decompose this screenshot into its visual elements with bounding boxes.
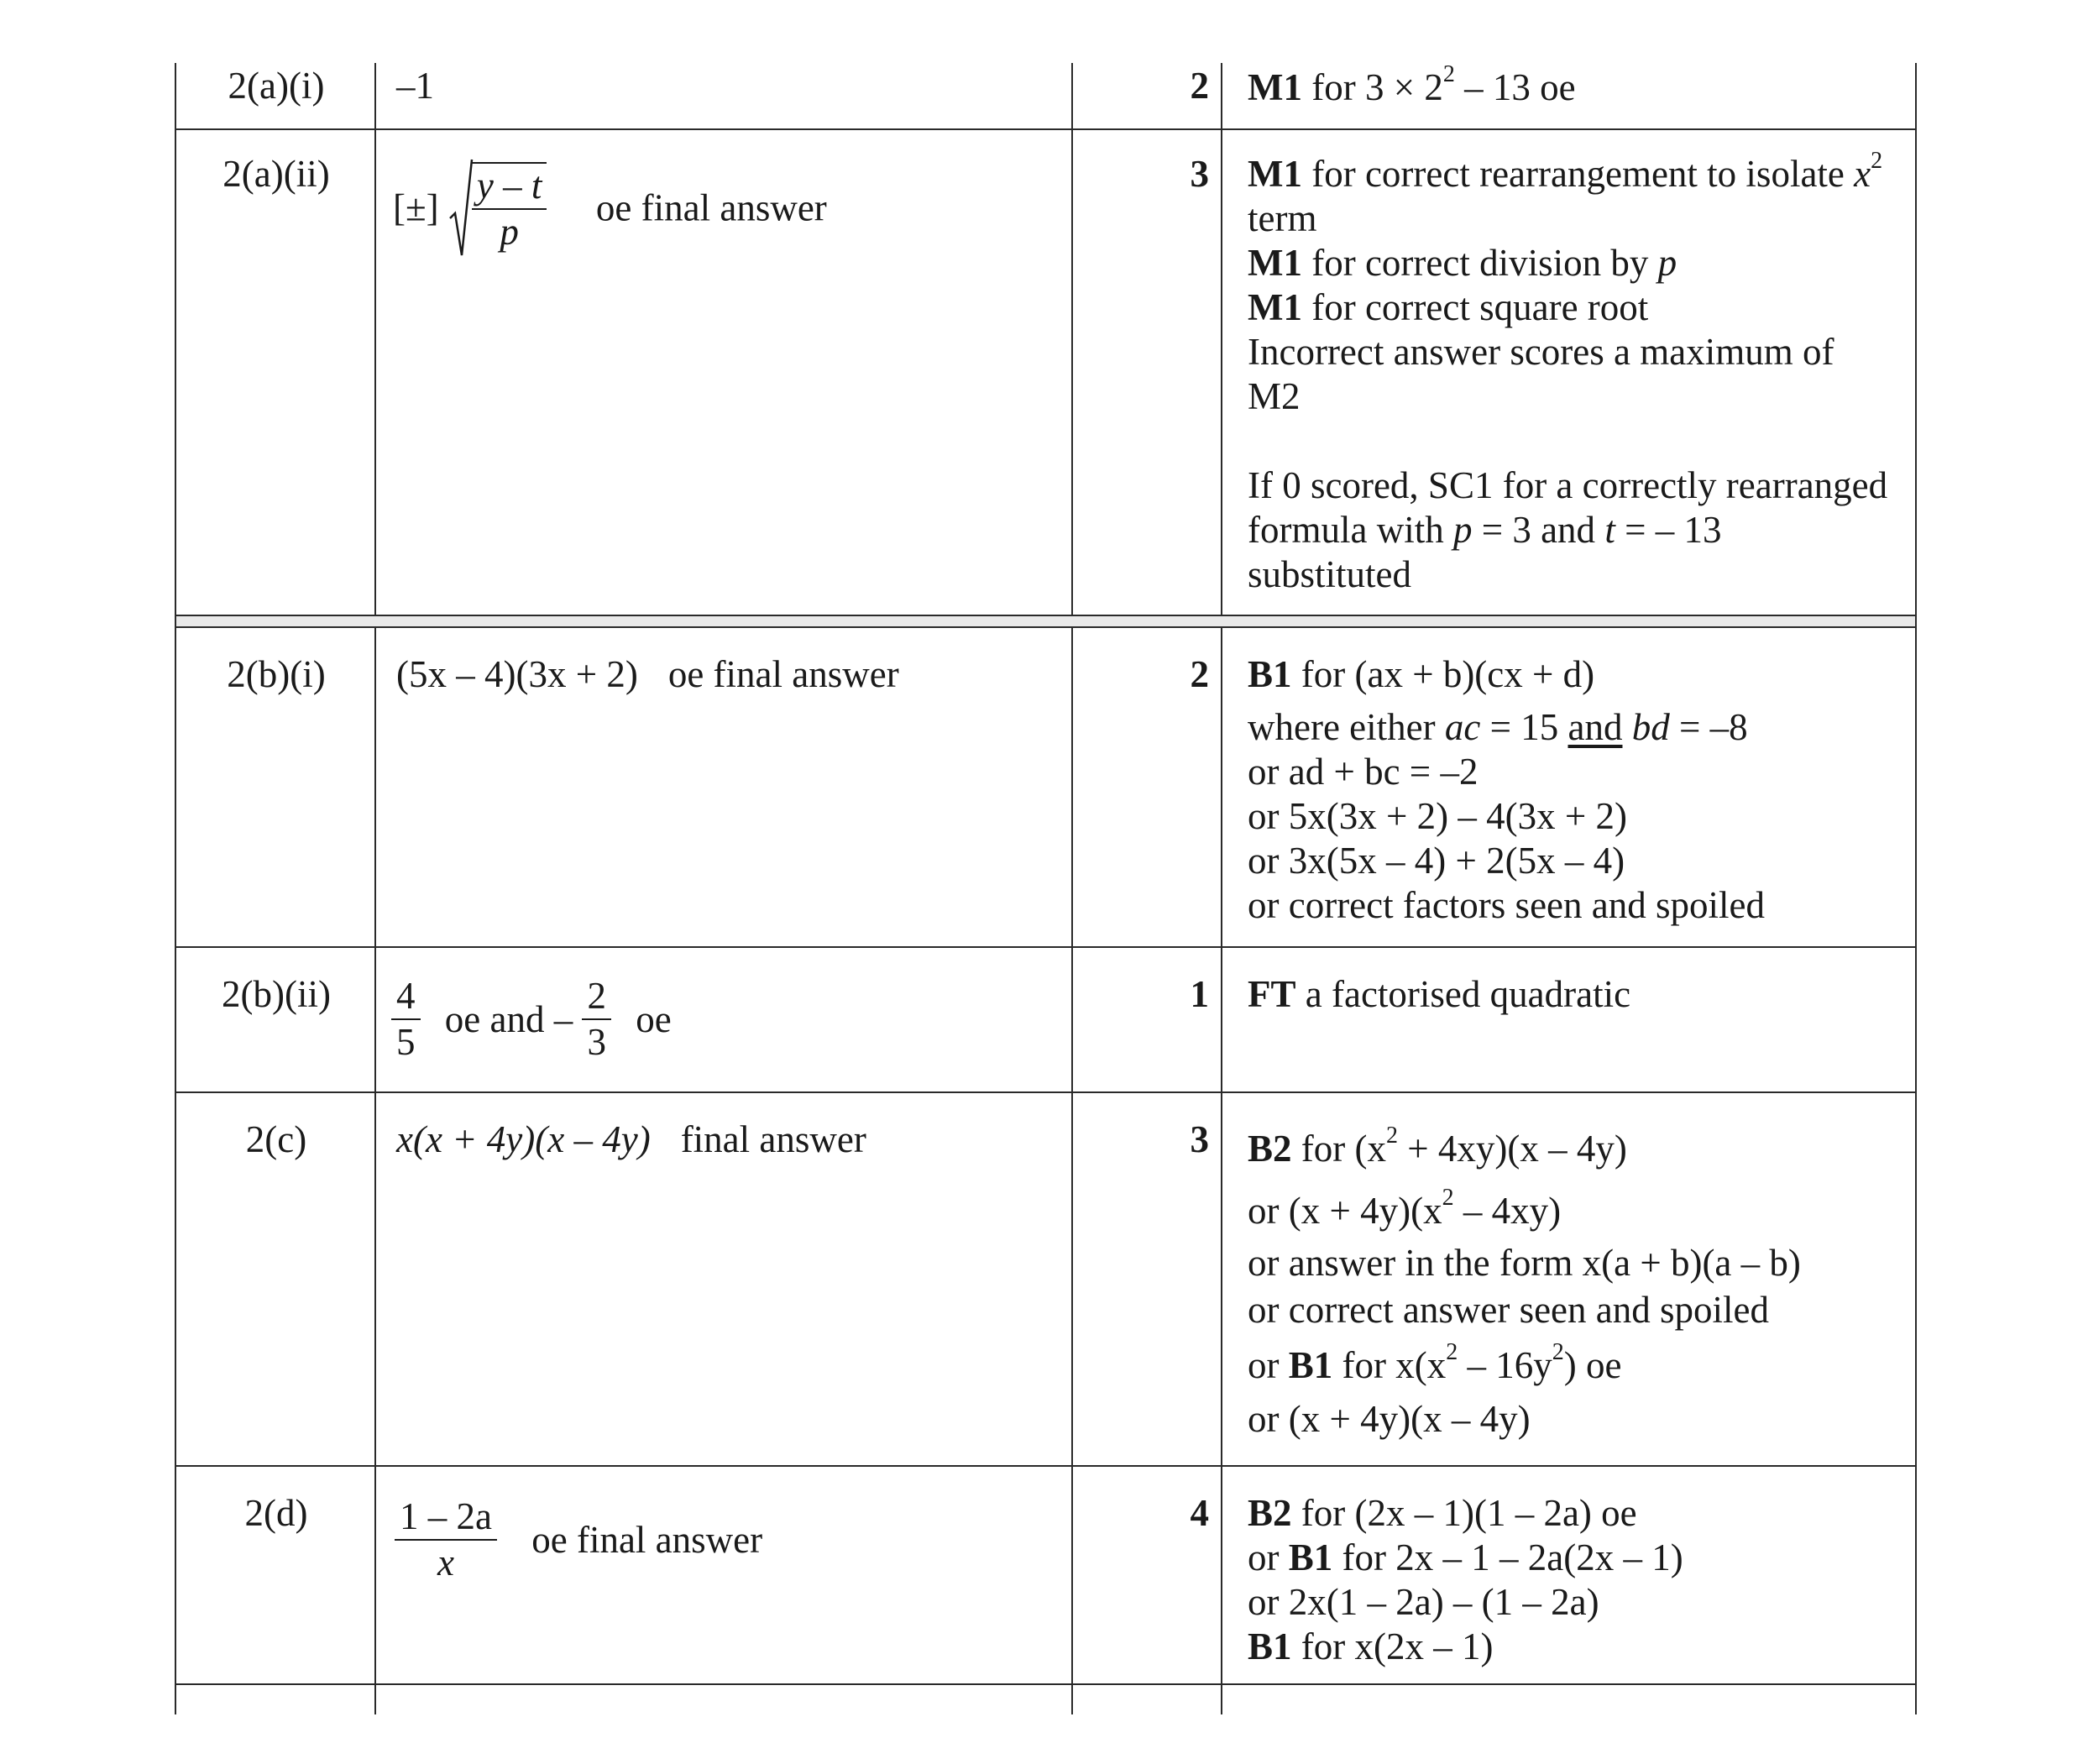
note-text: for (ax + b)(cx + d): [1291, 653, 1595, 695]
superscript: 2: [1446, 1339, 1458, 1365]
note-line: [1248, 705, 1944, 750]
answer-suffix: oe final answer: [595, 186, 827, 229]
mark-code: B2: [1248, 1128, 1292, 1170]
numerator: 4: [396, 975, 416, 1017]
answer-expression: x(x + 4y)(x – 4y): [396, 1118, 651, 1160]
note-line: [1248, 972, 1944, 1017]
note-line: [1248, 285, 1944, 330]
answer-suffix: final answer: [680, 1118, 866, 1160]
note-line: [1248, 1536, 1944, 1580]
note-text: for correct rearrangement to isolate: [1301, 153, 1855, 195]
fraction: [391, 974, 421, 1065]
superscript: 2: [1442, 61, 1455, 87]
marks: 1: [1190, 973, 1209, 1015]
denominator: x: [437, 1542, 454, 1583]
mark-code: M1: [1248, 286, 1302, 328]
fraction: [582, 974, 611, 1065]
note-text: for x(2x – 1): [1291, 1625, 1494, 1667]
note-line: or ad + bc = –2: [1248, 751, 1479, 793]
partial-marks: [1248, 148, 1944, 597]
partial-marks: [1248, 652, 1944, 928]
mark-code: B1: [1248, 1625, 1292, 1667]
answer: [396, 652, 899, 697]
note-text: = 3 and: [1472, 509, 1605, 551]
marks: 3: [1190, 153, 1209, 195]
note-text: or (x + 4y)(x: [1248, 1190, 1442, 1232]
note-line: [1248, 1625, 1944, 1669]
note-line: [1248, 61, 1944, 110]
note-text: or: [1248, 1344, 1289, 1386]
row-divider: [175, 128, 1917, 130]
row-divider: [175, 1683, 1917, 1685]
mark-code: M1: [1248, 242, 1302, 284]
question-number: 2(a)(i): [228, 65, 325, 107]
note-text: = – 13: [1615, 509, 1722, 551]
note-text: for correct square root: [1301, 286, 1649, 328]
note-line: or 2x(1 – 2a) – (1 – 2a): [1248, 1581, 1599, 1623]
answer-text: oe and –: [444, 997, 573, 1040]
answer: [395, 1494, 762, 1585]
note-text: for (x: [1291, 1128, 1386, 1170]
question-number: 2(b)(ii): [222, 973, 331, 1015]
mark-code: B1: [1288, 1344, 1333, 1386]
answer-suffix: oe final answer: [531, 1518, 763, 1561]
question-number: 2(c): [245, 1118, 307, 1160]
numerator: 2: [587, 975, 606, 1017]
marks: 2: [1190, 65, 1209, 107]
note-line: Incorrect answer scores a maximum of: [1248, 331, 1834, 373]
row-divider: [175, 946, 1917, 948]
fraction: [395, 1494, 497, 1585]
partial-marks: [1248, 972, 1944, 1017]
row-divider: [175, 626, 1917, 628]
note-line: [1248, 1339, 1944, 1389]
mark-code: B2: [1248, 1492, 1292, 1534]
mark-code: M1: [1248, 153, 1302, 195]
note-line: or correct answer seen and spoiled: [1248, 1289, 1769, 1331]
answer: [391, 974, 672, 1065]
note-line: [1248, 1125, 1944, 1172]
variable: p: [1452, 509, 1473, 551]
variable: ac: [1444, 706, 1481, 748]
note-text: for correct division by: [1301, 242, 1658, 284]
note-line: [1248, 1491, 1944, 1536]
fraction: [472, 164, 547, 254]
note-line: or correct factors seen and spoiled: [1248, 884, 1765, 926]
superscript: 2: [1385, 1123, 1398, 1149]
note-text: a factorised quadratic: [1295, 973, 1631, 1015]
mark-code: B1: [1288, 1536, 1333, 1578]
marks: 4: [1190, 1492, 1209, 1534]
variable: x: [1854, 153, 1871, 195]
variable: t: [1604, 509, 1615, 551]
answer: –1: [396, 65, 434, 107]
superscript: 2: [1871, 148, 1883, 174]
note-line: If 0 scored, SC1 for a correctly rearranged: [1248, 464, 1888, 506]
numerator: 1 – 2a: [400, 1495, 492, 1537]
answer: [396, 1118, 866, 1162]
underlined-word: and: [1567, 706, 1623, 748]
marks: 2: [1190, 653, 1209, 695]
square-root: [448, 158, 547, 259]
marks: 3: [1190, 1118, 1209, 1160]
answer-expression: (5x – 4)(3x + 2): [396, 653, 638, 695]
partial-marks: [1248, 1491, 1944, 1669]
note-line: or 5x(3x + 2) – 4(3x + 2): [1248, 795, 1627, 837]
note-line: or answer in the form x(a + b)(a – b): [1248, 1242, 1801, 1284]
note-text: ) oe: [1563, 1344, 1622, 1386]
numerator: y – t: [476, 165, 542, 207]
question-number: 2(d): [244, 1492, 308, 1534]
superscript: 2: [1552, 1339, 1564, 1365]
note-line: [1248, 508, 1944, 552]
answer-suffix: oe: [636, 997, 672, 1040]
mark-code: B1: [1248, 653, 1292, 695]
variable: p: [1657, 242, 1677, 284]
denominator: 5: [396, 1021, 416, 1063]
note-text: for 3 × 2: [1301, 66, 1443, 108]
note-line: substituted: [1248, 553, 1412, 595]
note-line: [1248, 241, 1944, 285]
answer: [393, 158, 827, 259]
note-text: formula with: [1248, 509, 1453, 551]
row-divider: [175, 1465, 1917, 1467]
note-text: = –8: [1669, 706, 1748, 748]
superscript: 2: [1442, 1185, 1454, 1211]
note-text: = 15: [1480, 706, 1568, 748]
page-break-band: [176, 616, 1915, 626]
note-line: or (x + 4y)(x – 4y): [1248, 1398, 1531, 1440]
note-text: – 4xy): [1453, 1190, 1562, 1232]
radicand: [472, 162, 547, 254]
mark-code: FT: [1248, 973, 1296, 1015]
denominator: p: [500, 211, 519, 253]
note-text: for (2x – 1)(1 – 2a) oe: [1291, 1492, 1637, 1534]
partial-marks: [1248, 1125, 1944, 1442]
row-divider: [175, 1091, 1917, 1093]
radical-sign-icon: [448, 158, 474, 259]
note-text: for x(x: [1332, 1344, 1447, 1386]
denominator: 3: [587, 1021, 606, 1063]
note-line: [1248, 148, 1944, 196]
question-number: 2(b)(i): [227, 653, 326, 695]
note-text: – 13 oe: [1454, 66, 1576, 108]
note-line: term: [1248, 197, 1317, 239]
note-text: for 2x – 1 – 2a(2x – 1): [1332, 1536, 1683, 1578]
note-text: where either: [1248, 706, 1445, 748]
mark-code: M1: [1248, 66, 1302, 108]
note-text: – 16y: [1458, 1344, 1552, 1386]
blank-line: [1248, 419, 1944, 463]
note-line: [1248, 652, 1944, 697]
note-text: + 4xy)(x – 4y): [1397, 1128, 1627, 1170]
variable: bd: [1622, 706, 1670, 748]
answer-suffix: oe final answer: [667, 653, 899, 695]
question-number: 2(a)(ii): [222, 153, 330, 195]
partial-marks: [1248, 61, 1944, 110]
note-line: or 3x(5x – 4) + 2(5x – 4): [1248, 840, 1625, 882]
note-line: [1248, 1187, 1944, 1234]
answer-prefix: [±]: [393, 186, 439, 229]
note-line: M2: [1248, 375, 1301, 417]
note-text: or: [1248, 1536, 1289, 1578]
